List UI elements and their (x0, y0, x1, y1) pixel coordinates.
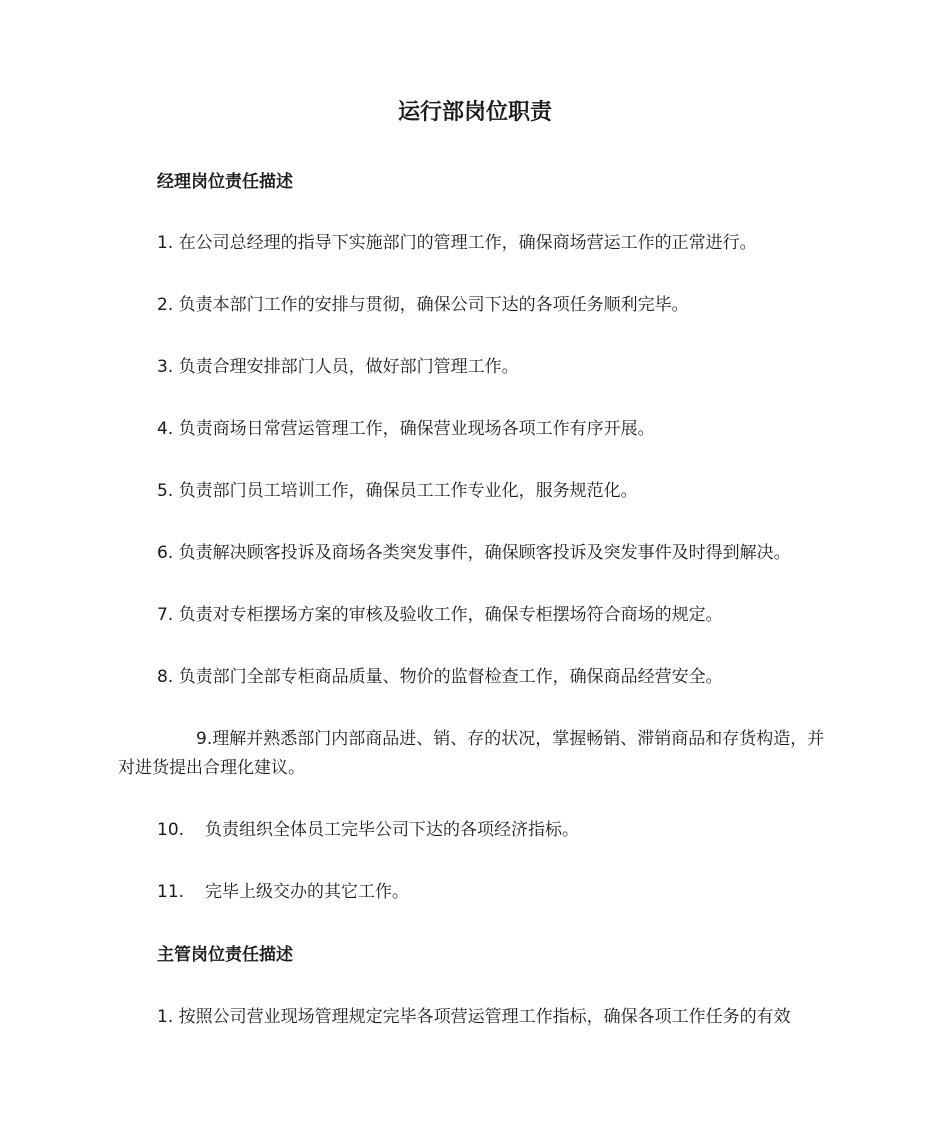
list-item (157, 879, 409, 905)
item-text: 负责部门员工培训工作，确保员工工作专业化，服务规范化。 (178, 481, 638, 501)
item-text: 负责部门全部专柜商品质量、物价的监督检查工作，确保商品经营安全。 (178, 667, 723, 687)
section-heading-manager: 经理岗位责任描述 (157, 172, 293, 192)
list-item (157, 540, 791, 566)
item-number: 10. (157, 820, 185, 840)
item-number: 1. (157, 233, 174, 253)
item-number: 7. (157, 605, 174, 625)
item-number: 3. (157, 357, 174, 377)
item-text: 在公司总经理的指导下实施部门的管理工作，确保商场营运工作的正常进行。 (178, 233, 757, 253)
list-item (157, 292, 689, 318)
list-item (157, 664, 723, 690)
item-number: 1. (157, 1007, 174, 1027)
item-text: 负责合理安排部门人员，做好部门管理工作。 (178, 357, 519, 377)
item-text: 负责对专柜摆场方案的审核及验收工作，确保专柜摆场符合商场的规定。 (178, 605, 723, 625)
list-item (157, 354, 519, 380)
item-text: 完毕上级交办的其它工作。 (205, 882, 409, 902)
item-text: 按照公司营业现场管理规定完毕各项营运管理工作指标，确保各项工作任务的有效 (178, 1007, 791, 1027)
item-number: 5. (157, 481, 174, 501)
list-item (157, 416, 655, 442)
list-item (157, 230, 757, 256)
item-number: 11. (157, 882, 185, 902)
item-text: 理解并熟悉部门内部商品进、销、存的状况，掌握畅销、滞销商品和存货构造，并对进货提出合理化建议。 (118, 729, 825, 778)
page-title: 运行部岗位职责 (397, 100, 552, 125)
item-number: 8. (157, 667, 174, 687)
list-item (157, 1004, 791, 1030)
item-text: 负责本部门工作的安排与贯彻，确保公司下达的各项任务顺利完毕。 (178, 295, 689, 315)
item-number: 6. (157, 543, 174, 563)
item-number: 2. (157, 295, 174, 315)
list-item (157, 478, 638, 504)
list-item (118, 725, 838, 783)
item-text: 负责解决顾客投诉及商场各类突发事件，确保顾客投诉及突发事件及时得到解决。 (178, 543, 791, 563)
list-item (157, 817, 579, 843)
item-text: 负责组织全体员工完毕公司下达的各项经济指标。 (205, 820, 579, 840)
item-number: 4. (157, 419, 174, 439)
item-text: 负责商场日常营运管理工作，确保营业现场各项工作有序开展。 (178, 419, 655, 439)
item-number: 9. (196, 729, 213, 749)
section-heading-supervisor: 主管岗位责任描述 (157, 945, 293, 965)
list-item (157, 602, 723, 628)
